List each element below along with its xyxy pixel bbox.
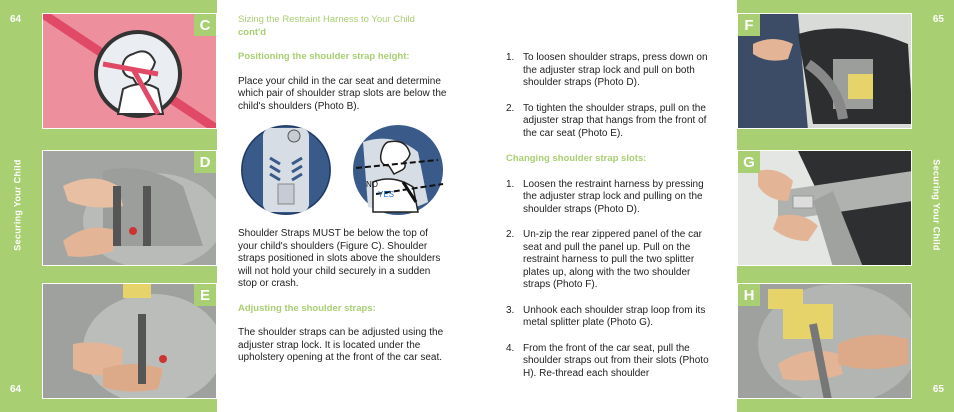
section-cont: cont'd	[238, 26, 267, 38]
photo-c	[42, 13, 217, 129]
side-label: Securing Your Child	[12, 159, 23, 251]
rear-panel-photo	[738, 14, 912, 129]
para-positioning: Place your child in the car seat and determine which pair of shoulder strap slots are below the child's shoulders (Photo B).	[238, 75, 447, 112]
loosening-straps-photo	[43, 151, 217, 266]
photo-g-label: G	[738, 151, 760, 173]
page-number-top: 65	[932, 14, 944, 25]
list-item: 1. Loosen the restraint harness by pressing the adjuster strap lock and pulling on the shoulder straps (Photo D).	[506, 178, 704, 215]
slot-steps-list	[506, 179, 716, 381]
photo-h-label: H	[738, 284, 760, 306]
photo-h	[737, 283, 912, 399]
strap-removal-photo	[738, 284, 912, 399]
photo-d	[42, 150, 217, 266]
splitter-plate-photo	[738, 151, 912, 266]
list-item: 3. Unhook each shoulder strap loop from its metal splitter plate (Photo G).	[506, 304, 706, 328]
para-adjusting: The shoulder straps can be adjusted using the adjuster strap lock. It is located under the upholstery opening at the front of the car seat.	[238, 327, 444, 363]
photo-c-label: C	[194, 14, 216, 36]
strap-slot-figure	[238, 122, 450, 218]
photo-e	[42, 283, 217, 399]
photo-f	[737, 13, 912, 129]
figure-label-no: NO	[366, 180, 378, 189]
figure-c	[238, 122, 450, 222]
list-item: 4. From the front of the car seat, pull the shoulder straps out from their slots (Photo H). Re-thread each shoulder	[506, 342, 709, 379]
list-item: 1. To loosen shoulder straps, press down on the adjuster strap lock and pull on both shoulder straps (Photo D).	[506, 52, 708, 88]
photo-g	[737, 150, 912, 266]
page-number-bottom: 65	[932, 384, 944, 395]
heading-adjusting: Adjusting the shoulder straps:	[238, 302, 376, 314]
text-column-1	[238, 14, 450, 365]
page-number-top: 64	[10, 14, 22, 25]
photo-e-label: E	[194, 284, 216, 306]
right-page-margin	[737, 0, 954, 412]
adjust-steps-list	[506, 52, 716, 140]
prohibited-strap-illustration	[43, 14, 217, 129]
left-page-margin	[0, 0, 217, 412]
list-item: 2. Un-zip the rear zippered panel of the car seat and pull the panel up. Pull on the restraint harness to pull the two splitter plates up, along with the two shoulder straps (Photo F).	[506, 229, 702, 290]
side-label: Securing Your Child	[931, 159, 942, 251]
section-title: Sizing the Restraint Harness to Your Child	[238, 14, 415, 25]
heading-changing-slots: Changing shoulder strap slots:	[506, 153, 647, 164]
text-column-2	[506, 52, 716, 393]
photo-d-label: D	[194, 151, 216, 173]
heading-positioning: Positioning the shoulder strap height:	[238, 51, 410, 62]
page-number-bottom: 64	[10, 384, 22, 395]
para-shoulder-straps: Shoulder Straps MUST be below the top of your child's shoulders (Figure C). Shoulder straps positioned in slots above the shoulders will not hold your child securely in a sudden stop or crash.	[238, 228, 441, 289]
list-item: 2. To tighten the shoulder straps, pull on the adjuster strap that hangs from the front of the car seat (Photo E).	[506, 102, 707, 139]
tightening-straps-photo	[43, 284, 217, 399]
figure-label-yes: YES	[378, 190, 395, 199]
photo-f-label: F	[738, 14, 760, 36]
